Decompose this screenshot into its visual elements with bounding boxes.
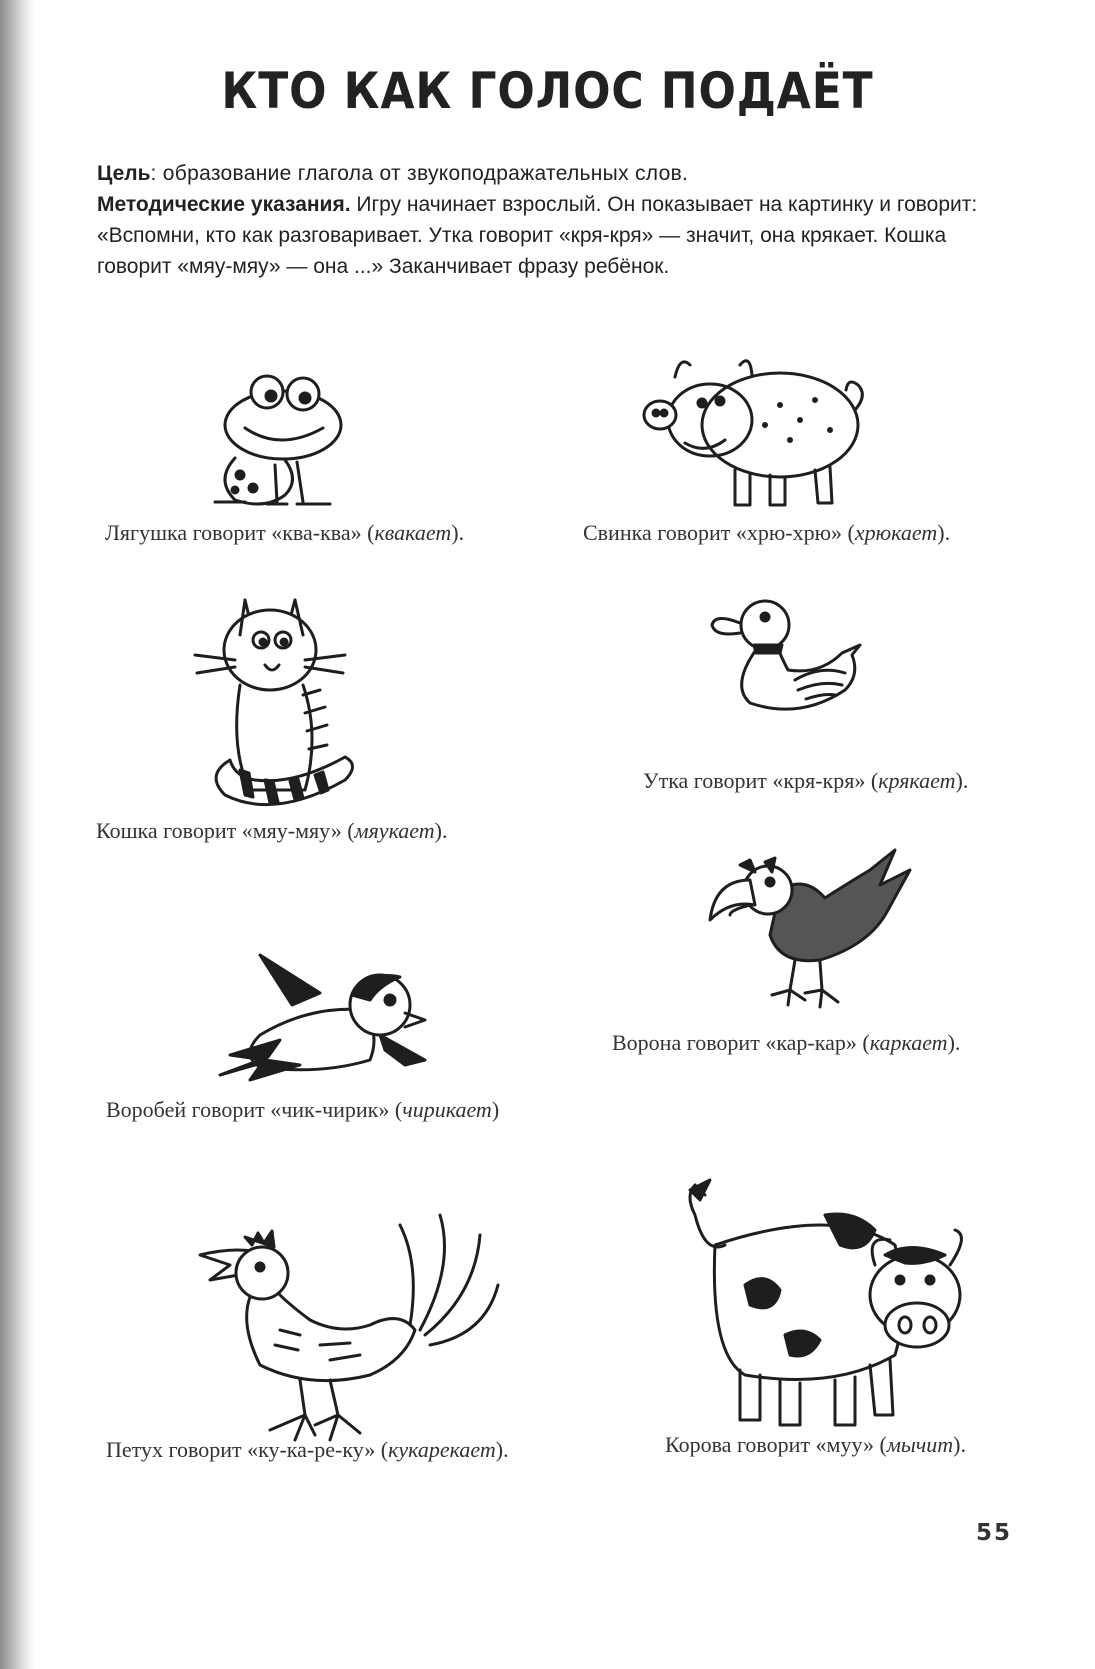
caption-cat-end: ). bbox=[434, 818, 448, 843]
caption-sparrow-end: ) bbox=[491, 1097, 500, 1122]
caption-rooster bbox=[106, 1437, 509, 1463]
page-edge-shadow bbox=[0, 0, 34, 1669]
frog-icon bbox=[205, 370, 365, 520]
caption-crow-verb: каркает bbox=[869, 1030, 948, 1055]
pig-icon bbox=[640, 355, 870, 515]
page-title: КТО КАК ГОЛОС ПОДАЁТ bbox=[221, 62, 874, 120]
goal-label: Цель bbox=[97, 162, 151, 185]
cat-icon bbox=[195, 585, 385, 840]
crow-icon bbox=[710, 850, 920, 1015]
intro-text bbox=[97, 158, 997, 282]
caption-pig-end: ). bbox=[937, 520, 951, 545]
goal-paragraph bbox=[97, 158, 997, 189]
caption-sparrow bbox=[106, 1097, 499, 1123]
caption-sparrow-verb: чирикает bbox=[402, 1097, 492, 1122]
caption-pig-verb: хрюкает bbox=[854, 520, 938, 545]
duck-icon bbox=[710, 595, 880, 725]
caption-cat-verb: мяукает bbox=[354, 818, 435, 843]
caption-crow bbox=[612, 1030, 960, 1056]
caption-cow-end: ). bbox=[953, 1432, 966, 1457]
rooster-icon bbox=[200, 1215, 500, 1445]
caption-duck bbox=[643, 768, 968, 794]
sparrow-icon bbox=[220, 955, 450, 1085]
caption-frog-text: Лягушка говорит «ква-ква» ( bbox=[105, 520, 375, 545]
caption-sparrow-text: Воробей говорит «чик-чирик» ( bbox=[106, 1097, 403, 1122]
caption-frog-verb: квакает bbox=[374, 520, 452, 545]
caption-crow-end: ). bbox=[947, 1030, 961, 1055]
caption-duck-verb: крякает bbox=[878, 768, 956, 793]
caption-rooster-verb: кукарекает bbox=[388, 1437, 496, 1462]
caption-duck-text: Утка говорит «кря-кря» ( bbox=[643, 768, 879, 793]
caption-cow bbox=[665, 1432, 966, 1458]
guidelines-text: Игру начинает взрослый. Он показывает на картинку и говорит: «Вспомни, кто как разговаривает. Утка говорит «кря-кря» — значит, она крякает. Кошка говорит «мяу-мяу» — она ...» Заканчивает фразу ребёнок. bbox=[97, 193, 978, 278]
caption-cat-text: Кошка говорит «мяу-мяу» ( bbox=[96, 818, 355, 843]
page-number: 55 bbox=[976, 1520, 1013, 1546]
caption-rooster-text: Петух говорит «ку-ка-ре-ку» ( bbox=[106, 1437, 389, 1462]
guidelines-paragraph bbox=[97, 189, 997, 282]
caption-pig-text: Свинка говорит «хрю-хрю» ( bbox=[583, 520, 855, 545]
caption-duck-end: ). bbox=[955, 768, 969, 793]
caption-pig bbox=[583, 520, 950, 546]
cow-icon bbox=[685, 1185, 975, 1435]
goal-text: : образование глагола от звукоподражательных слов. bbox=[150, 162, 689, 185]
caption-frog bbox=[105, 520, 464, 546]
caption-cow-verb: мычит bbox=[886, 1432, 954, 1457]
caption-cow-text: Корова говорит «муу» ( bbox=[665, 1432, 887, 1457]
caption-crow-text: Ворона говорит «кар-кар» ( bbox=[612, 1030, 870, 1055]
caption-frog-end: ). bbox=[451, 520, 465, 545]
caption-rooster-end: ). bbox=[495, 1437, 509, 1462]
guidelines-label: Методические указания. bbox=[97, 193, 351, 216]
caption-cat bbox=[96, 818, 448, 844]
